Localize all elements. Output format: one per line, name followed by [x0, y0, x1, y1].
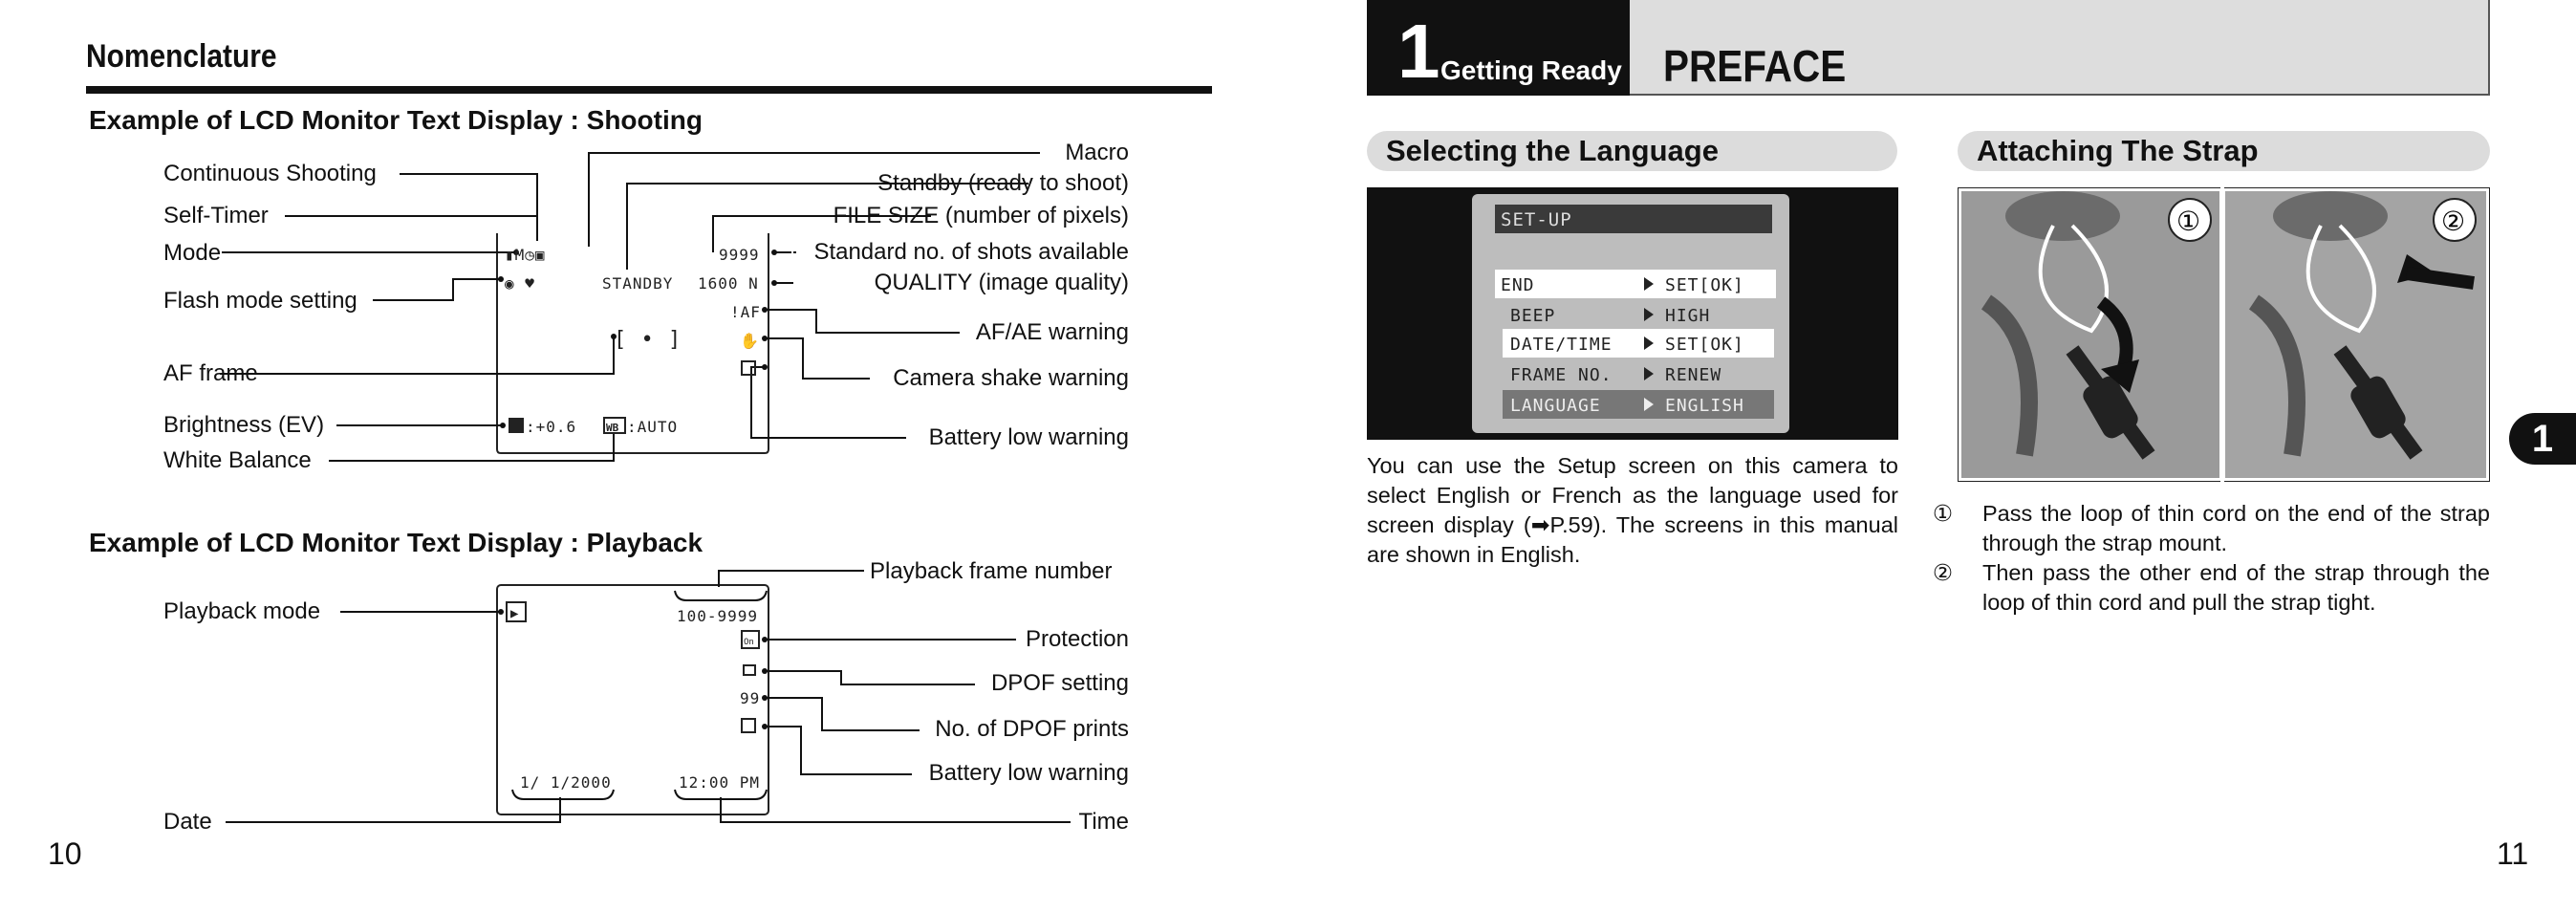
label-standard-shots: Standard no. of shots available [813, 239, 1129, 265]
label-camera-shake: Camera shake warning [893, 365, 1129, 391]
label-macro: Macro [1065, 140, 1129, 165]
lcd-shots: 9999 [719, 246, 760, 264]
setup-row-value-1: HIGH [1665, 306, 1711, 326]
label-time: Time [1078, 809, 1129, 835]
label-af-frame: AF frame [163, 360, 258, 386]
setup-row-value-2: SET[OK] [1665, 335, 1744, 355]
label-brightness: Brightness (EV) [163, 412, 325, 438]
setup-row-label-0: END [1501, 275, 1535, 295]
page-number-left: 10 [48, 836, 82, 871]
page-number-right: 11 [2497, 836, 2529, 871]
chapter-number: 1 [1397, 9, 1440, 94]
lcd-af-frame: [ • ] [614, 328, 682, 352]
page-title: PREFACE [1663, 41, 1847, 91]
step-text: Pass the loop of thin cord on the end of the strap through the strap mount. [1982, 501, 2490, 555]
setup-row-value-3: RENEW [1665, 365, 1722, 385]
lcd-dpof-prints: 99 [740, 689, 761, 707]
step-number: ② [1933, 560, 1954, 585]
lcd-standby: STANDBY [602, 274, 674, 293]
lcd-flash-icons: ◉ ♥ [505, 274, 535, 293]
shooting-heading: Example of LCD Monitor Text Display : Shooting [89, 105, 703, 135]
label-battery-low-pb: Battery low warning [928, 760, 1129, 786]
setup-row-label-1: BEEP [1510, 306, 1556, 326]
step-text: Then pass the other end of the strap through the loop of thin cord and pull the strap tight. [1982, 560, 2490, 615]
label-dpof-prints: No. of DPOF prints [935, 716, 1129, 742]
photo-mark-2: ② [2441, 206, 2466, 237]
lcd-wb: WB [606, 422, 619, 434]
lcd-mode-icons: ▮M◷▣ [505, 246, 546, 264]
strap-step-2 [1933, 558, 2490, 618]
lcd-play-icon: ▶ [510, 606, 520, 621]
language-body: You can use the Setup screen on this camera to select English or French as the language used for screen display (➡P.59). The screens in this manual are shown in English. [1367, 453, 1898, 567]
setup-row-value-0: SET[OK] [1665, 275, 1744, 295]
lcd-afae: !AF [730, 303, 761, 321]
chapter-tab: 1 [2509, 413, 2576, 465]
setup-row-label-2: DATE/TIME [1510, 335, 1613, 355]
label-playback-mode: Playback mode [163, 598, 321, 624]
label-standby: Standby (ready to shoot) [877, 170, 1129, 196]
chapter-name: Getting Ready [1440, 55, 1622, 85]
label-white-balance: White Balance [163, 447, 312, 473]
strap-step-1 [1933, 499, 2490, 558]
lcd-protect-icon: On [744, 638, 754, 647]
strap-heading: Attaching The Strap [1958, 131, 2490, 171]
lcd-ev: :+0.6 [526, 418, 577, 436]
setup-row-label-3: FRAME NO. [1510, 365, 1613, 385]
lcd-wb-value: :AUTO [627, 418, 679, 436]
setup-title: SET-UP [1501, 209, 1572, 230]
lcd-time: 12:00 PM [679, 773, 761, 792]
section-title: Nomenclature [86, 38, 277, 75]
label-date: Date [163, 809, 212, 835]
label-flash-mode: Flash mode setting [163, 288, 357, 314]
lcd-quality: 1600 N [698, 274, 759, 293]
label-file-size: FILE SIZE (number of pixels) [833, 203, 1129, 228]
lcd-date: 1/ 1/2000 [520, 773, 612, 792]
lcd-shake-icon: ✋ [740, 332, 760, 350]
label-battery-low: Battery low warning [928, 424, 1129, 450]
lcd-dpof-icon [744, 665, 755, 675]
lcd-frame-number: 100-9999 [677, 607, 759, 625]
strap-photo [1958, 187, 2490, 482]
label-playback-frame: Playback frame number [870, 558, 1113, 584]
playback-heading: Example of LCD Monitor Text Display : Playback [89, 528, 704, 557]
setup-row-value-4: ENGLISH [1665, 396, 1744, 416]
setup-screen [1367, 187, 1898, 440]
label-mode: Mode [163, 240, 222, 266]
label-continuous-shooting: Continuous Shooting [163, 161, 377, 186]
label-afae-warning: AF/AE warning [975, 319, 1129, 345]
label-protection: Protection [1025, 626, 1129, 652]
label-dpof-setting: DPOF setting [990, 670, 1129, 696]
label-quality: QUALITY (image quality) [874, 270, 1129, 295]
lcd-battery-icon-pb [742, 719, 755, 732]
label-self-timer: Self-Timer [163, 203, 269, 228]
setup-row-label-4: LANGUAGE [1510, 396, 1601, 416]
photo-mark-1: ① [2176, 206, 2201, 237]
language-heading: Selecting the Language [1367, 131, 1897, 171]
step-number: ① [1933, 501, 1954, 526]
